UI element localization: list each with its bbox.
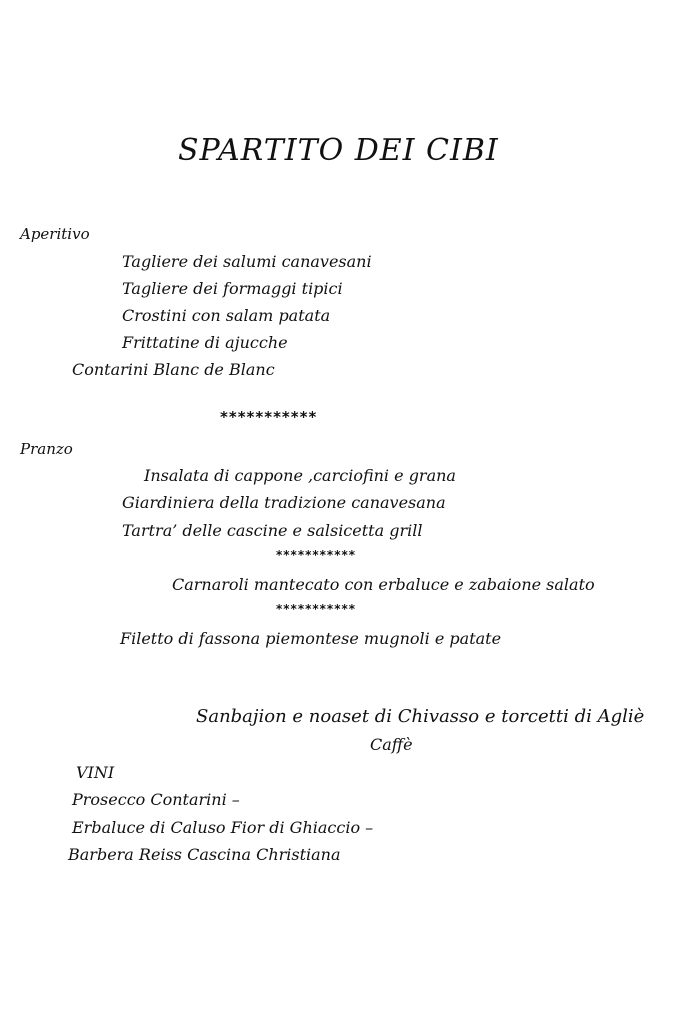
pranzo-main-course: Filetto di fassona piemontese mugnoli e patate <box>120 629 502 648</box>
wine-item: Erbaluce di Caluso Fior di Ghiaccio – <box>72 818 374 837</box>
coffee: Caffè <box>370 735 413 754</box>
menu-title: SPARTITO DEI CIBI <box>178 133 499 168</box>
pranzo-risotto: Carnaroli mantecato con erbaluce e zabaione salato <box>172 575 595 594</box>
section-heading-aperitivo: Aperitivo <box>20 225 90 243</box>
aperitivo-item: Frittatine di ajucche <box>122 333 288 352</box>
dessert: Sanbajion e noaset di Chivasso e torcetti di Agliè <box>196 706 645 727</box>
separator-stars: *********** <box>276 548 357 562</box>
wine-item: Prosecco Contarini – <box>72 790 240 809</box>
pranzo-starter: Insalata di cappone ,carciofini e grana <box>144 466 456 485</box>
pranzo-starter: Giardiniera della tradizione canavesana <box>122 493 446 512</box>
section-heading-pranzo: Pranzo <box>20 440 73 458</box>
aperitivo-wine: Contarini Blanc de Blanc <box>72 360 275 379</box>
pranzo-starter: Tartra’ delle cascine e salsicetta grill <box>122 521 423 540</box>
aperitivo-item: Tagliere dei salumi canavesani <box>122 252 372 271</box>
aperitivo-item: Tagliere dei formaggi tipici <box>122 279 343 298</box>
separator-stars: *********** <box>220 408 318 426</box>
section-heading-vini: VINI <box>76 763 115 782</box>
wine-item: Barbera Reiss Cascina Christiana <box>68 845 341 864</box>
aperitivo-item: Crostini con salam patata <box>122 306 331 325</box>
separator-stars: *********** <box>276 602 357 616</box>
